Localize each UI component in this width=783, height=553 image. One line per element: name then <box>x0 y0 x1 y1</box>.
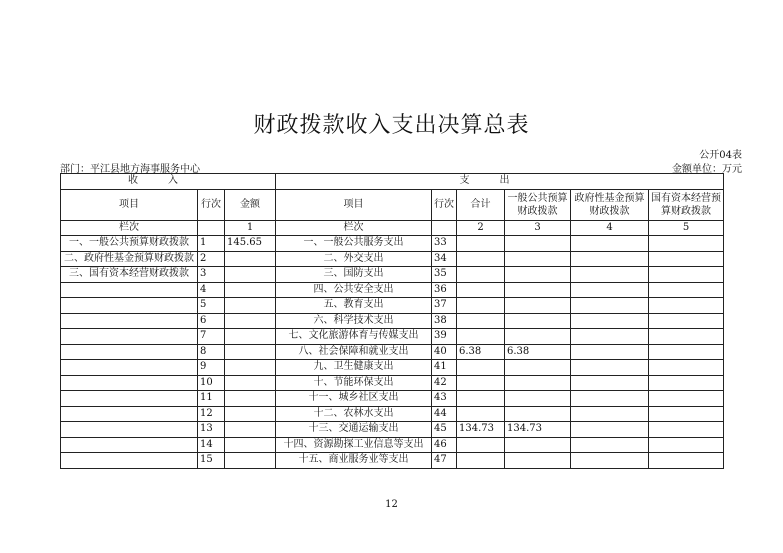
cell-expense-item: 六、科学技术支出 <box>276 313 432 329</box>
cell-gov-fund <box>571 313 649 329</box>
col-income-line: 行次 <box>198 189 225 220</box>
col-gov-fund: 政府性基金预算财政拨款 <box>571 189 649 220</box>
cell-total <box>457 391 505 407</box>
cell-state-capital <box>649 267 724 283</box>
cell-income-item <box>61 329 198 345</box>
cell-gov-fund <box>571 251 649 267</box>
cell-expense-item: 九、卫生健康支出 <box>276 360 432 376</box>
col-total: 合计 <box>457 189 505 220</box>
table-row <box>61 313 724 329</box>
table-body <box>61 236 724 469</box>
cell-state-capital <box>649 453 724 469</box>
cell-gov-fund <box>571 360 649 376</box>
page-title: 财政拨款收入支出决算总表 <box>253 113 530 138</box>
table-row <box>61 298 724 314</box>
table-row <box>61 375 724 391</box>
table-row <box>61 282 724 298</box>
cell-total: 134.73 <box>457 422 505 438</box>
cell-expense-line: 47 <box>432 453 457 469</box>
cell-expense-line: 46 <box>432 437 457 453</box>
cell-general-budget <box>505 236 571 252</box>
cell-income-line: 12 <box>198 406 225 422</box>
cell-income-line: 4 <box>198 282 225 298</box>
cell-income-amount <box>225 329 276 345</box>
cell-general-budget <box>505 391 571 407</box>
cell-total <box>457 437 505 453</box>
cell-income-line: 14 <box>198 437 225 453</box>
cell-income-item <box>61 406 198 422</box>
cell-income-item <box>61 422 198 438</box>
cell-expense-line: 41 <box>432 360 457 376</box>
expense-section-header: 支出 <box>276 174 724 190</box>
cell-expense-line: 40 <box>432 344 457 360</box>
cell-income-item: 二、政府性基金预算财政拨款 <box>61 251 198 267</box>
cell-expense-item: 四、公共安全支出 <box>276 282 432 298</box>
cell-total: 6.38 <box>457 344 505 360</box>
cell-total <box>457 251 505 267</box>
cell-general-budget <box>505 329 571 345</box>
col-income-amount: 金额 <box>225 189 276 220</box>
cell-state-capital <box>649 329 724 345</box>
cell-expense-line: 33 <box>432 236 457 252</box>
cell-expense-line: 37 <box>432 298 457 314</box>
cell-total <box>457 329 505 345</box>
cell-total <box>457 406 505 422</box>
cell-expense-item: 十、节能环保支出 <box>276 375 432 391</box>
cell-expense-item: 十一、城乡社区支出 <box>276 391 432 407</box>
cell-state-capital <box>649 251 724 267</box>
cell-expense-item: 十五、商业服务业等支出 <box>276 453 432 469</box>
cell-general-budget <box>505 375 571 391</box>
table-row <box>61 437 724 453</box>
table-row <box>61 406 724 422</box>
cell-general-budget <box>505 453 571 469</box>
cell-income-amount <box>225 267 276 283</box>
cell-general-budget: 134.73 <box>505 422 571 438</box>
column-index-row: 栏次 1 栏次 2 3 4 5 <box>61 220 724 236</box>
cell-expense-line: 42 <box>432 375 457 391</box>
cell-state-capital <box>649 282 724 298</box>
col-state-capital: 国有资本经营预算财政拨款 <box>649 189 724 220</box>
cell-income-amount: 145.65 <box>225 236 276 252</box>
cell-state-capital <box>649 298 724 314</box>
cell-expense-item: 十二、农林水支出 <box>276 406 432 422</box>
cell-income-item <box>61 375 198 391</box>
cell-income-item: 三、国有资本经营财政拨款 <box>61 267 198 283</box>
cell-gov-fund <box>571 282 649 298</box>
col-expense-item: 项目 <box>276 189 432 220</box>
cell-income-line: 6 <box>198 313 225 329</box>
cell-total <box>457 236 505 252</box>
section-header-row <box>61 174 724 190</box>
cell-total <box>457 282 505 298</box>
cell-general-budget: 6.38 <box>505 344 571 360</box>
cell-state-capital <box>649 313 724 329</box>
cell-total <box>457 375 505 391</box>
cell-expense-line: 38 <box>432 313 457 329</box>
cell-income-amount <box>225 422 276 438</box>
cell-income-line: 15 <box>198 453 225 469</box>
cell-expense-line: 39 <box>432 329 457 345</box>
cell-gov-fund <box>571 375 649 391</box>
cell-expense-line: 45 <box>432 422 457 438</box>
cell-expense-item: 十三、交通运输支出 <box>276 422 432 438</box>
cell-income-amount <box>225 344 276 360</box>
cell-income-item: 一、一般公共预算财政拨款 <box>61 236 198 252</box>
table-row <box>61 422 724 438</box>
cell-gov-fund <box>571 453 649 469</box>
table-row <box>61 267 724 283</box>
cell-expense-line: 43 <box>432 391 457 407</box>
cell-general-budget <box>505 360 571 376</box>
col-income-item: 项目 <box>61 189 198 220</box>
cell-income-amount <box>225 313 276 329</box>
unit-label: 金额单位：万元 <box>672 164 742 175</box>
cell-income-line: 2 <box>198 251 225 267</box>
cell-income-line: 10 <box>198 375 225 391</box>
cell-general-budget <box>505 251 571 267</box>
table-row <box>61 360 724 376</box>
cell-general-budget <box>505 298 571 314</box>
table-row <box>61 236 724 252</box>
income-section-header: 收入 <box>61 174 276 190</box>
cell-state-capital <box>649 236 724 252</box>
cell-state-capital <box>649 422 724 438</box>
cell-income-amount <box>225 437 276 453</box>
cell-general-budget <box>505 267 571 283</box>
cell-expense-item: 十四、资源勘探工业信息等支出 <box>276 437 432 453</box>
col-expense-line: 行次 <box>432 189 457 220</box>
cell-gov-fund <box>571 406 649 422</box>
cell-total <box>457 313 505 329</box>
cell-total <box>457 267 505 283</box>
cell-gov-fund <box>571 298 649 314</box>
cell-income-line: 8 <box>198 344 225 360</box>
cell-income-item <box>61 313 198 329</box>
cell-income-line: 7 <box>198 329 225 345</box>
table-row <box>61 453 724 469</box>
cell-state-capital <box>649 375 724 391</box>
cell-general-budget <box>505 313 571 329</box>
cell-income-amount <box>225 282 276 298</box>
table-row <box>61 344 724 360</box>
cell-general-budget <box>505 437 571 453</box>
cell-income-line: 11 <box>198 391 225 407</box>
cell-general-budget <box>505 282 571 298</box>
column-header-row <box>61 189 724 220</box>
cell-gov-fund <box>571 344 649 360</box>
cell-income-item <box>61 344 198 360</box>
cell-expense-line: 44 <box>432 406 457 422</box>
form-number: 公开04表 <box>699 150 742 161</box>
cell-expense-item: 八、社会保障和就业支出 <box>276 344 432 360</box>
cell-income-item <box>61 453 198 469</box>
cell-state-capital <box>649 344 724 360</box>
page-number: 12 <box>385 499 398 510</box>
cell-expense-line: 35 <box>432 267 457 283</box>
cell-income-amount <box>225 298 276 314</box>
cell-gov-fund <box>571 329 649 345</box>
cell-income-item <box>61 437 198 453</box>
cell-income-amount <box>225 375 276 391</box>
col-general-budget: 一般公共预算财政拨款 <box>505 189 571 220</box>
table-row <box>61 329 724 345</box>
department-label: 部门：平江县地方海事服务中心 <box>60 164 200 175</box>
cell-income-amount <box>225 391 276 407</box>
cell-total <box>457 298 505 314</box>
cell-income-line: 5 <box>198 298 225 314</box>
table-row <box>61 391 724 407</box>
table-row <box>61 251 724 267</box>
cell-state-capital <box>649 360 724 376</box>
cell-income-item <box>61 391 198 407</box>
cell-income-item <box>61 360 198 376</box>
cell-income-line: 13 <box>198 422 225 438</box>
cell-gov-fund <box>571 267 649 283</box>
cell-expense-item: 五、教育支出 <box>276 298 432 314</box>
cell-gov-fund <box>571 422 649 438</box>
cell-state-capital <box>649 391 724 407</box>
cell-income-amount <box>225 251 276 267</box>
cell-income-line: 9 <box>198 360 225 376</box>
cell-expense-item: 二、外交支出 <box>276 251 432 267</box>
cell-gov-fund <box>571 236 649 252</box>
cell-state-capital <box>649 437 724 453</box>
cell-income-line: 3 <box>198 267 225 283</box>
cell-total <box>457 360 505 376</box>
cell-income-line: 1 <box>198 236 225 252</box>
cell-expense-line: 36 <box>432 282 457 298</box>
cell-income-amount <box>225 360 276 376</box>
cell-income-item <box>61 282 198 298</box>
cell-income-item <box>61 298 198 314</box>
cell-expense-item: 七、文化旅游体育与传媒支出 <box>276 329 432 345</box>
cell-income-amount <box>225 453 276 469</box>
cell-expense-item: 三、国防支出 <box>276 267 432 283</box>
cell-state-capital <box>649 406 724 422</box>
summary-table <box>60 173 724 469</box>
cell-expense-line: 34 <box>432 251 457 267</box>
cell-income-amount <box>225 406 276 422</box>
cell-expense-item: 一、一般公共服务支出 <box>276 236 432 252</box>
cell-total <box>457 453 505 469</box>
cell-gov-fund <box>571 391 649 407</box>
cell-gov-fund <box>571 437 649 453</box>
cell-general-budget <box>505 406 571 422</box>
